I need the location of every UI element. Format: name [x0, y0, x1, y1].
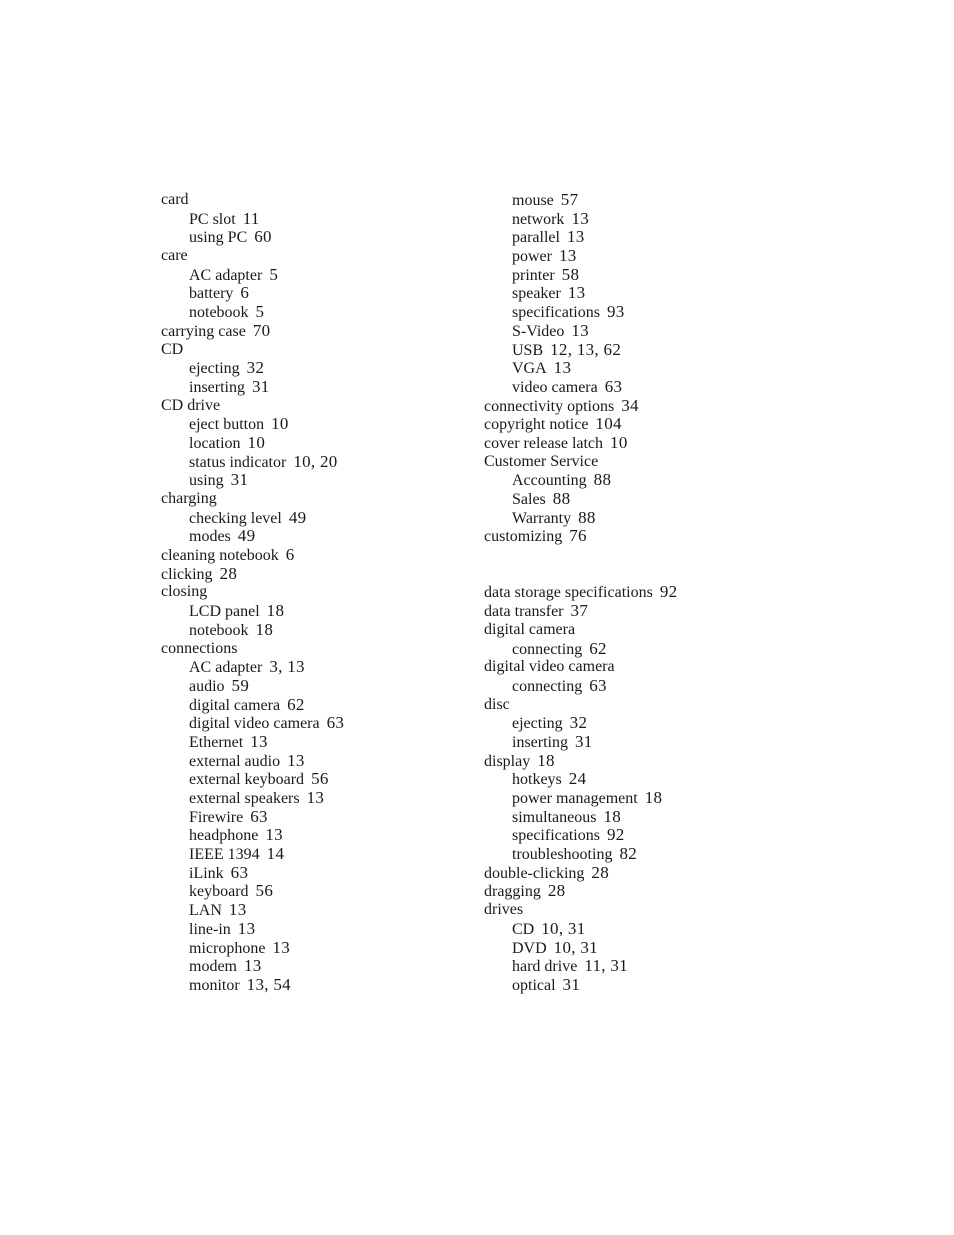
index-term: video camera [512, 378, 598, 396]
index-term: inserting [512, 733, 568, 751]
index-subentry [484, 640, 804, 659]
index-subentry [161, 920, 461, 939]
index-term: monitor [189, 976, 240, 994]
index-subentry [484, 490, 804, 509]
index-term: location [189, 434, 241, 452]
index-page-numbers: 10, 31 [553, 937, 598, 957]
index-page-numbers: 10, 20 [293, 451, 338, 471]
index-column-right [484, 191, 804, 995]
index-entry [484, 882, 804, 901]
index-term: Warranty [512, 509, 572, 527]
index-page-numbers: 13 [571, 320, 589, 340]
index-term: simultaneous [512, 808, 597, 826]
index-page-numbers: 18 [644, 788, 663, 808]
index-term: specifications [512, 827, 600, 845]
index-subentry [161, 621, 461, 640]
index-term: notebook [189, 621, 249, 639]
index-entry [484, 397, 804, 416]
index-page-numbers: 49 [237, 526, 256, 546]
index-subentry [161, 976, 461, 995]
index-subentry [484, 509, 804, 528]
index-subentry [161, 714, 461, 733]
index-term: display [484, 752, 531, 770]
index-page-numbers: 18 [537, 750, 555, 770]
index-term: digital video camera [484, 658, 615, 676]
index-term: connecting [512, 677, 583, 695]
index-page-numbers: 13 [558, 246, 577, 266]
index-term: AC adapter [189, 659, 263, 677]
index-page-numbers: 13 [566, 227, 585, 247]
index-subentry [484, 939, 804, 958]
index-term: Firewire [189, 808, 244, 826]
index-subentry [484, 303, 804, 322]
index-term: cleaning notebook [161, 547, 279, 565]
index-page-numbers: 5 [255, 302, 265, 322]
index-page-numbers: 63 [604, 376, 623, 396]
index-term: headphone [189, 827, 259, 845]
index-term: connections [161, 639, 238, 657]
index-page-numbers: 59 [231, 675, 250, 695]
index-subentry [161, 901, 461, 920]
index-term: CD drive [161, 396, 221, 414]
index-term: power management [512, 790, 638, 808]
index-term: iLink [189, 864, 224, 882]
index-term: cover release latch [484, 434, 604, 452]
index-term: ejecting [512, 715, 563, 733]
index-term: line-in [189, 920, 231, 938]
index-page-numbers: 11, 31 [584, 956, 628, 976]
index-entry [161, 247, 461, 266]
index-term: Accounting [512, 472, 587, 490]
index-term: LCD panel [189, 603, 260, 621]
index-subentry [161, 677, 461, 696]
index-subentry [484, 359, 804, 378]
index-subentry [161, 228, 461, 247]
index-page-numbers: 13 [571, 208, 590, 228]
index-subentry [161, 845, 461, 864]
index-term: modem [189, 958, 237, 976]
index-subentry [484, 957, 804, 976]
index-page-numbers: 63 [230, 862, 249, 882]
index-subentry [161, 210, 461, 229]
index-subentry [484, 808, 804, 827]
index-page-numbers: 12, 13, 62 [550, 339, 622, 359]
index-page-numbers: 6 [285, 545, 295, 565]
index-page-numbers: 10 [610, 432, 628, 452]
index-subentry [484, 284, 804, 303]
index-subentry [161, 770, 461, 789]
index-term: checking level [189, 509, 282, 527]
index-term: digital camera [189, 696, 281, 714]
index-subentry [161, 434, 461, 453]
index-term: disc [484, 695, 510, 713]
index-section-gap [484, 546, 804, 583]
index-page-numbers: 13 [567, 283, 586, 303]
index-page-numbers: 13 [272, 937, 291, 957]
index-term: card [161, 191, 189, 208]
index-term: customizing [484, 528, 563, 546]
index-term: speaker [512, 285, 561, 303]
index-subentry [161, 284, 461, 303]
index-subentry [161, 266, 461, 285]
index-entry [484, 434, 804, 453]
index-page-numbers: 6 [240, 283, 250, 303]
index-page-numbers: 31 [252, 376, 270, 396]
index-page-numbers: 5 [269, 264, 279, 284]
index-subentry [161, 957, 461, 976]
index-term: IEEE 1394 [189, 846, 260, 864]
index-subentry [484, 247, 804, 266]
index-entry [484, 621, 804, 640]
index-page-numbers: 14 [266, 844, 285, 864]
index-term: data storage specifications [484, 584, 653, 602]
index-term: carrying case [161, 322, 246, 340]
index-entry [161, 583, 461, 602]
index-subentry [161, 658, 461, 677]
index-term: hard drive [512, 958, 578, 976]
index-page-numbers: 31 [575, 731, 593, 751]
index-subentry [484, 378, 804, 397]
index-page-numbers: 92 [659, 582, 678, 602]
index-term: dragging [484, 883, 541, 901]
index-term: external keyboard [189, 771, 305, 789]
index-page-numbers: 28 [591, 862, 610, 882]
index-term: using PC [189, 229, 248, 247]
index-page-numbers: 13 [306, 788, 325, 807]
index-term: care [161, 247, 188, 265]
index-entry [161, 397, 461, 416]
index-term: LAN [189, 902, 222, 920]
index-subentry [161, 602, 461, 621]
index-term: status indicator [189, 453, 287, 471]
index-entry [484, 453, 804, 472]
index-subentry [161, 789, 461, 808]
index-subentry [484, 826, 804, 845]
index-subentry [484, 789, 804, 808]
index-subentry [161, 378, 461, 397]
index-entry [161, 640, 461, 659]
index-term: data transfer [484, 603, 564, 621]
index-term: CD [512, 920, 535, 938]
index-entry [484, 602, 804, 621]
index-subentry [161, 415, 461, 434]
index-entry [161, 322, 461, 341]
index-page-numbers: 56 [311, 769, 329, 789]
index-term: USB [512, 341, 544, 359]
index-term: keyboard [189, 883, 249, 901]
index-term: drives [484, 901, 524, 919]
index-subentry [161, 882, 461, 901]
index-page-numbers: 13 [237, 918, 256, 938]
index-term: Sales [512, 491, 546, 508]
index-term: parallel [512, 229, 560, 247]
index-page-numbers: 88 [552, 489, 571, 508]
index-entry [484, 415, 804, 434]
index-term: digital camera [484, 620, 576, 638]
index-page-numbers: 76 [569, 526, 587, 546]
index-subentry [484, 341, 804, 360]
index-page-numbers: 63 [589, 675, 607, 695]
index-subentry [484, 976, 804, 995]
index-entry [484, 752, 804, 771]
index-subentry [161, 359, 461, 378]
index-subentry [484, 733, 804, 752]
index-term: hotkeys [512, 771, 562, 789]
index-subentry [484, 228, 804, 247]
index-subentry [484, 920, 804, 939]
index-term: closing [161, 583, 208, 601]
index-subentry [161, 733, 461, 752]
index-page-numbers: 31 [230, 470, 249, 490]
index-page-numbers: 62 [589, 638, 607, 658]
index-entry [484, 901, 804, 920]
index-term: using [189, 472, 224, 490]
index-page-numbers: 104 [595, 414, 622, 434]
index-term: printer [512, 266, 555, 284]
index-page-numbers: 32 [569, 713, 588, 733]
index-page-numbers: 58 [561, 264, 580, 284]
index-page-numbers: 93 [606, 302, 625, 322]
index-page-numbers: 34 [621, 395, 639, 415]
index-subentry [161, 303, 461, 322]
index-term: microphone [189, 939, 266, 957]
index-term: VGA [512, 360, 547, 378]
index-page-numbers: 28 [219, 563, 238, 583]
index-page-numbers: 92 [606, 825, 625, 845]
index-page-numbers: 62 [287, 694, 305, 714]
index-page-numbers: 70 [252, 320, 271, 340]
index-page-numbers: 10, 31 [541, 918, 586, 938]
index-page-numbers: 63 [250, 806, 268, 826]
index-subentry [484, 770, 804, 789]
index-entry [161, 546, 461, 565]
index-subentry [484, 714, 804, 733]
index-subentry [484, 677, 804, 696]
index-page-numbers: 18 [266, 601, 285, 621]
index-page-numbers: 60 [254, 227, 272, 247]
index-term: ejecting [189, 360, 240, 378]
index-page-numbers: 49 [288, 507, 307, 527]
index-term: eject button [189, 416, 265, 434]
index-term: audio [189, 677, 225, 695]
index-term: notebook [189, 304, 249, 322]
index-subentry [484, 322, 804, 341]
index-term: connecting [512, 640, 583, 658]
index-term: external audio [189, 752, 281, 770]
index-term: inserting [189, 378, 245, 396]
index-page-numbers: 13 [244, 956, 262, 976]
index-page-numbers: 13 [228, 900, 247, 920]
index-subentry [161, 527, 461, 546]
index-term: power [512, 248, 552, 266]
index-subentry [484, 191, 804, 210]
index-page-numbers: 32 [246, 358, 265, 378]
index-page-numbers: 3, 13 [269, 657, 305, 677]
index-entry [161, 490, 461, 509]
index-page-numbers: 88 [593, 470, 612, 490]
index-page-numbers: 56 [255, 881, 274, 901]
index-term: battery [189, 285, 234, 303]
index-term: AC adapter [189, 266, 263, 284]
index-subentry [161, 808, 461, 827]
index-page-numbers: 57 [560, 190, 579, 209]
index-term: digital video camera [189, 715, 320, 733]
index-subentry [161, 696, 461, 715]
index-page-numbers: 31 [562, 974, 581, 994]
index-term: external speakers [189, 790, 300, 807]
index-page-numbers: 10 [271, 414, 289, 434]
index-term: charging [161, 490, 217, 507]
index-term: connectivity options [484, 397, 615, 415]
index-term: troubleshooting [512, 846, 613, 864]
index-page-numbers: 13 [265, 825, 283, 845]
index-page-numbers: 13, 54 [246, 974, 291, 994]
index-term: Customer Service [484, 452, 599, 470]
index-term: modes [189, 528, 231, 546]
index-page-numbers: 82 [619, 844, 638, 864]
index-entry [161, 191, 461, 210]
index-page-numbers: 24 [568, 769, 587, 789]
index-page-numbers: 13 [553, 358, 572, 378]
index-page-numbers: 18 [255, 619, 274, 639]
index-subentry [161, 471, 461, 490]
index-subentry [161, 453, 461, 472]
index-page-numbers: 63 [326, 713, 345, 733]
index-term: PC slot [189, 210, 236, 228]
index-subentry [161, 752, 461, 771]
index-page-numbers: 13 [287, 750, 305, 770]
index-term: CD [161, 340, 184, 358]
index-subentry [161, 939, 461, 958]
index-term: optical [512, 976, 556, 994]
index-page-numbers: 18 [603, 806, 622, 826]
index-column-left [161, 191, 461, 995]
index-entry [161, 341, 461, 360]
index-term: clicking [161, 565, 213, 583]
index-term: specifications [512, 304, 600, 322]
index-subentry [484, 845, 804, 864]
index-term: DVD [512, 939, 547, 957]
index-subentry [161, 864, 461, 883]
index-subentry [161, 826, 461, 845]
index-subentry [161, 509, 461, 528]
index-entry [161, 565, 461, 584]
index-term: copyright notice [484, 416, 589, 434]
index-entry [484, 583, 804, 602]
index-entry [484, 696, 804, 715]
index-term: Ethernet [189, 733, 244, 751]
index-term: mouse [512, 192, 554, 209]
index-subentry [484, 210, 804, 229]
index-subentry [484, 266, 804, 285]
index-entry [484, 527, 804, 546]
index-page-numbers: 37 [570, 601, 589, 621]
index-entry [484, 658, 804, 677]
index-entry [484, 864, 804, 883]
index-term: double-clicking [484, 864, 585, 882]
index-term: network [512, 210, 565, 228]
index-page-numbers: 88 [578, 507, 596, 527]
index-page-numbers: 11 [242, 208, 260, 228]
index-page-numbers: 10 [247, 432, 266, 452]
index-subentry [484, 471, 804, 490]
index-page-numbers: 28 [547, 881, 566, 901]
index-page-numbers: 13 [250, 731, 268, 751]
index-term: S-Video [512, 322, 565, 340]
